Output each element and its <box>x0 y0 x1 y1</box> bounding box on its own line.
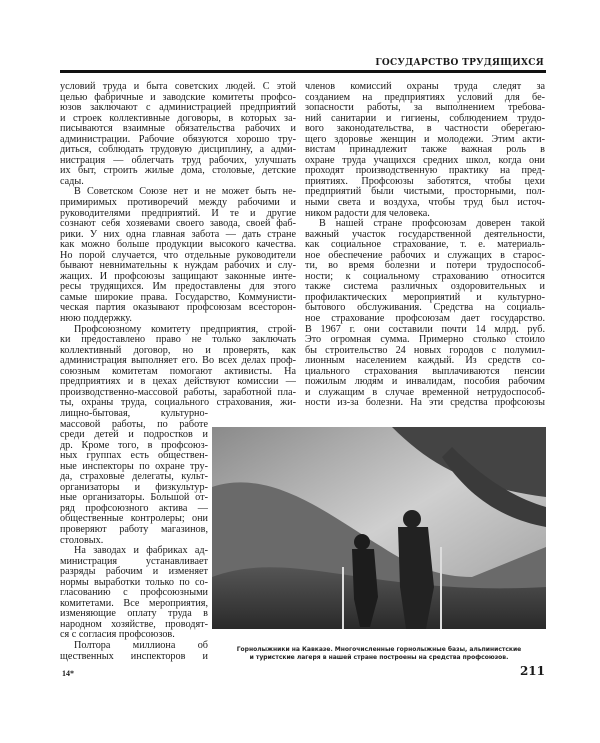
text-line: ческая партия оказывают профсоюзам всесторон- <box>60 302 296 314</box>
text-line: ся с согласия профсоюзов. <box>60 629 175 641</box>
text-line: ряд профсоюзного актива — <box>60 502 208 514</box>
text-line: членов комиссий охраны труда следят за <box>305 81 545 92</box>
text-line: гласованию с профсоюзными <box>60 587 208 599</box>
text-line: охране труда учащихся средних школ, когда они <box>305 154 545 166</box>
text-line: нюю поддержку. <box>60 313 132 325</box>
text-line: также система различных оздоровительных и <box>305 281 545 293</box>
text-line: юзов заключают с администрацией предприятий <box>60 102 296 114</box>
text-line: ки предоставлено право не только заключать <box>60 334 296 346</box>
text-line: вистам принадлежит также важная роль в <box>305 144 545 156</box>
text-line: сады. <box>60 175 84 187</box>
text-line: ные инспекторы по охране тру- <box>60 460 208 472</box>
text-line: производственно-массовой работы, заработной пла- <box>60 386 296 398</box>
photo-image <box>212 427 546 629</box>
text-line: столовых. <box>60 534 104 546</box>
text-line: разряды рабочим и изменяет <box>60 566 208 578</box>
text-line: бы строительство 24 новых городов с полумил- <box>305 344 545 356</box>
text-line: нистрация — облегчать труд рабочих, улучшать <box>60 154 296 166</box>
text-line: важный участок государственной деятельности, <box>305 228 545 240</box>
text-line: ности из-за болезни. На эти средства профсоюзы <box>305 397 545 409</box>
running-title: ГОСУДАРСТВО ТРУДЯЩИХСЯ <box>375 58 544 68</box>
text-line: коллективный договор, но и проверять, как <box>60 344 296 356</box>
text-line: лищно-бытовая, культурно- <box>60 407 208 419</box>
text-line: среди детей и подростков и <box>60 429 208 441</box>
text-line: и строек коллективные договоры, в которых за- <box>60 112 296 124</box>
text-line: ты, охраны труда, социального страхования, жи- <box>60 397 296 409</box>
text-line: ные организаторы. Большой от- <box>60 492 208 504</box>
text-line: администрации. Рабочие обязуются хорошо тру- <box>60 133 296 145</box>
text-line: писываются взаимные обязательства рабочих и <box>60 123 296 135</box>
text-line: изменяющие оплату труда в <box>60 608 208 620</box>
text-line: лионным населением каждый. Из средств со- <box>305 355 545 367</box>
text-line: сознают себя хозяевами своего завода, своей фаб- <box>60 218 296 230</box>
text-line: жащих. И профсоюзы защищают законные инте- <box>60 270 296 282</box>
text-line: Это огромная сумма. Примерно столько стоило <box>305 334 545 346</box>
text-line: как можно больше продукции высокого качества. <box>60 239 296 251</box>
caption-line: и туристские лагеря в нашей стране построены на средства профсоюзов. <box>249 654 509 661</box>
text-line: бытового обслуживания. Средства на социаль- <box>305 302 545 314</box>
text-line: циального страхования выплачиваются пенсии <box>305 365 545 377</box>
text-line: проходят производственную практику на пред- <box>305 165 545 177</box>
text-line: целью фабричные и заводские комитеты профсо- <box>60 91 296 103</box>
text-line: администрация выполняет его. Во всех делах проф- <box>60 355 296 367</box>
text-line: ных группах есть обществен- <box>60 450 208 462</box>
text-line: созданием на предприятиях условий для бе- <box>305 91 545 103</box>
text-line: ности; к социальному страхованию относится <box>305 270 545 282</box>
text-line: общественные контролеры; они <box>60 513 208 525</box>
text-line: ными света и воздуха, чтобы труд был источ- <box>305 197 545 209</box>
text-line: нормы выработки только по со- <box>60 576 208 588</box>
text-line: министрация устанавливает <box>60 555 208 567</box>
text-line: предприятиях и в цехах действуют комиссии — <box>60 376 296 388</box>
text-line: условий труда и быта советских людей. С этой <box>60 81 296 92</box>
text-line: диться, соблюдать трудовую дисциплину, а адми- <box>60 144 296 156</box>
text-line: В нашей стране профсоюзам доверен такой <box>319 218 545 230</box>
text-line: ний санитарии и гигиены, соблюдением трудо- <box>305 112 545 124</box>
text-line: проверяют работу магазинов, <box>60 523 208 535</box>
text-line: рики. У них одна главная забота — дать стране <box>60 228 296 240</box>
caption-line: Горнолыжники на Кавказе. Многочисленные горнолыжные базы, альпинистские <box>236 646 522 653</box>
text-line: В Советском Союзе нет и не может быть не- <box>74 186 296 198</box>
photo-caption <box>212 646 546 662</box>
text-line: самые широкие права. Государство, Коммунисти- <box>60 291 296 303</box>
text-line: народном хозяйстве, проводят- <box>60 618 208 630</box>
text-line: ное обеспечение рабочих и служащих в старос- <box>305 249 545 261</box>
text-line: организаторы и физкультур- <box>60 481 208 493</box>
signature-mark: 14* <box>62 669 74 678</box>
text-line: др. Кроме того, в профсоюз- <box>60 439 208 451</box>
text-line: союзным комитетам помогают активисты. На <box>60 365 296 377</box>
page-number: 211 <box>519 664 545 678</box>
text-line: бывают невнимательны к нуждам рабочих и слу- <box>60 260 296 272</box>
text-line: пожилым людям и инвалидам, пособия рабочим <box>305 376 545 388</box>
text-line: ресы трудящихся. Им предоставлены для этого <box>60 281 296 293</box>
text-line: приятиях. Профсоюзы заботятся, чтобы цехи <box>305 175 545 187</box>
text-line: Профсоюзному комитету предприятия, строй- <box>74 323 296 335</box>
text-line: В 1967 г. они составили почти 14 млрд. руб. <box>305 323 545 335</box>
text-line: ником радости для человека. <box>305 207 430 219</box>
text-line: комитетами. Все мероприятия, <box>60 597 208 609</box>
text-line: ное страхование профсоюзам дает государство. <box>305 313 545 325</box>
text-line: да, страховые делегаты, культ- <box>60 471 208 483</box>
text-line: профилактических мероприятий и культурно- <box>305 291 545 303</box>
text-line: и служащим в случае временной нетрудоспособ- <box>305 386 545 398</box>
text-line: щественных инспекторов и <box>60 650 208 662</box>
text-line: вого законодательства, в частности оберегаю- <box>305 123 545 135</box>
header-rule <box>60 70 546 73</box>
text-line: ти, во время болезни и потери трудоспособ- <box>305 260 545 272</box>
text-line: Но порой случается, что отдельные руководители <box>60 249 296 261</box>
text-line: как социальное страхование, т. е. материаль- <box>305 239 545 251</box>
photo-skiers-caucasus <box>212 427 546 629</box>
text-line: щего здоровье женщин и молодежи. Этим акти- <box>305 133 545 145</box>
text-line: На заводах и фабриках ад- <box>74 545 208 557</box>
text-line: примиримых противоречий между рабочими и <box>60 197 296 209</box>
text-line: руководителями предприятий. И те и другие <box>60 207 296 219</box>
text-line: массовой работы, по работе <box>60 418 208 430</box>
right-text-column <box>305 82 545 409</box>
text-line: предприятий были чистыми, просторными, пол- <box>305 186 545 198</box>
text-line: их быт, строить жилые дома, столовые, детские <box>60 165 296 177</box>
text-line: зопасности работы, за выполнением требова- <box>305 102 545 114</box>
text-line: Полтора миллиона об <box>74 639 208 651</box>
